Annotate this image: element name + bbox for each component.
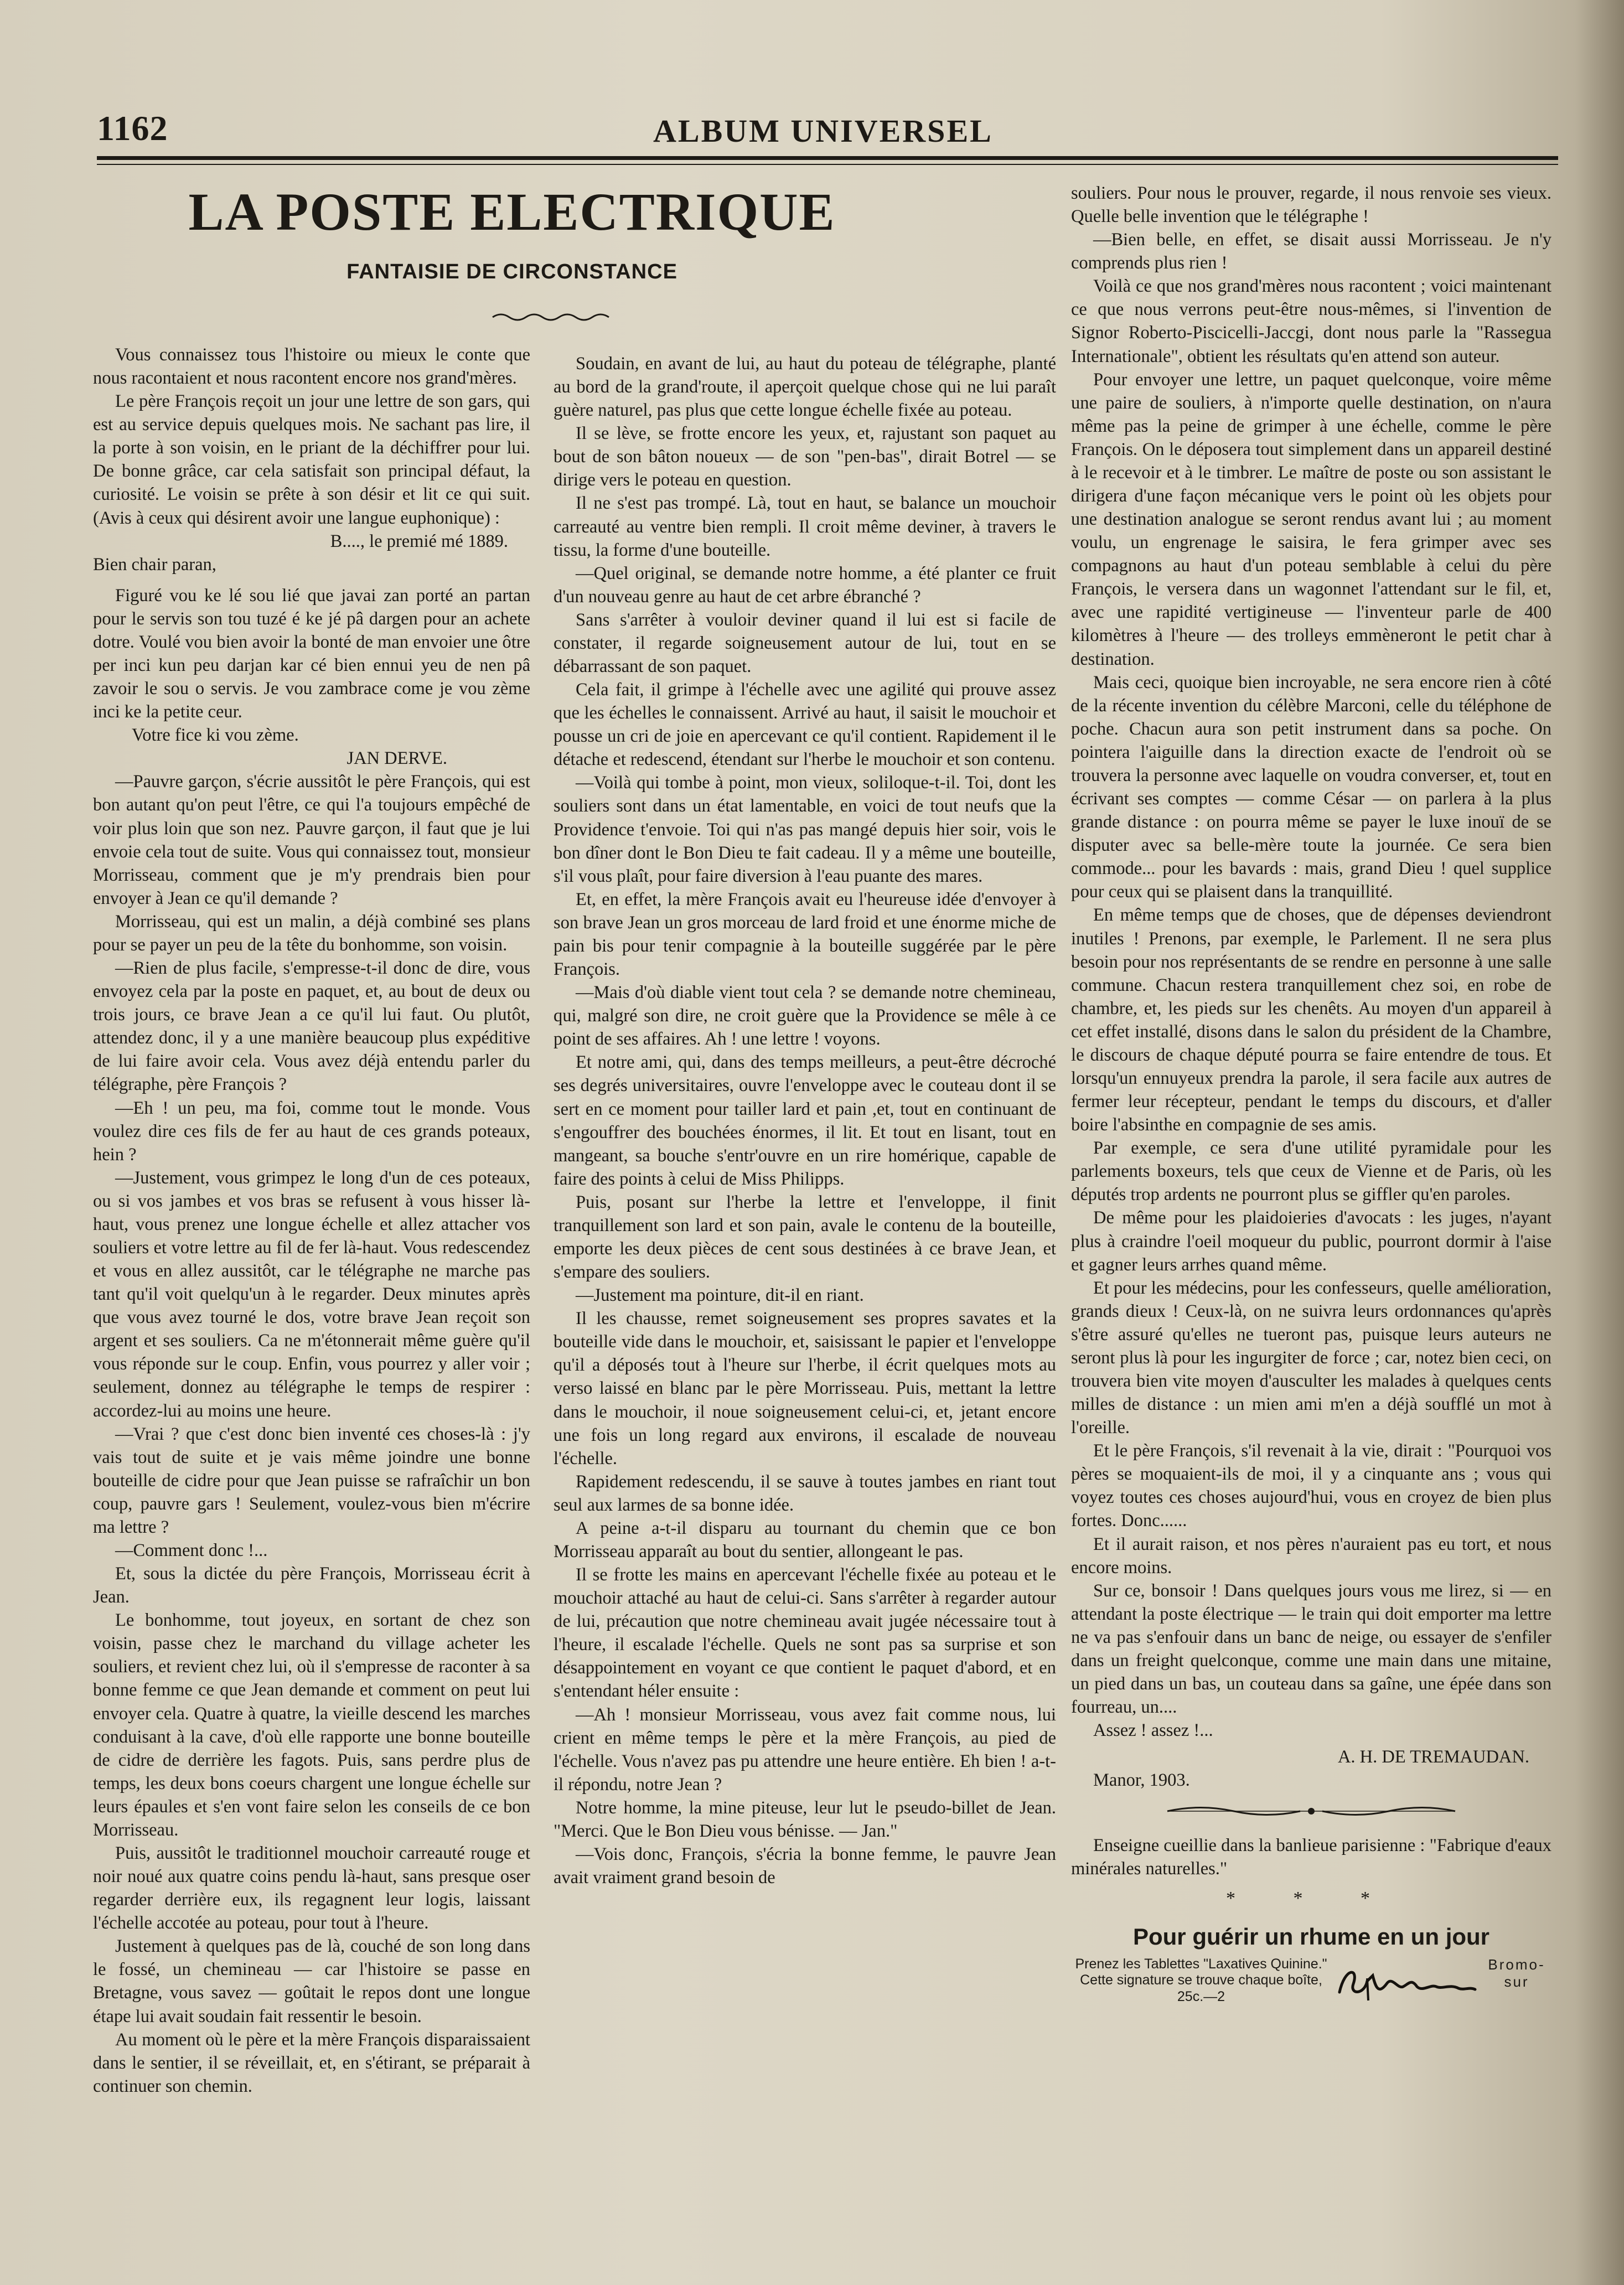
advertisement-title: Pour guérir un rhume en un jour	[1132, 1923, 1490, 1950]
letter-salutation: Bien chair paran,	[93, 554, 216, 575]
paragraph: A peine a-t-il disparu au tournant du chemin que ce bon Morrisseau apparaît au bout du sentier, allongeant le pas.	[554, 1518, 1056, 1562]
ad-word-bottom: sur	[1504, 1973, 1529, 1991]
paragraph: —Pauvre garçon, s'écrie aussitôt le père François, qui est bon autant qu'on peut l'être, ce qui l'a toujours empêché de voir plus loin que son nez. Pauvre garçon, il faut que je lui envoie cela tout de suite. Vous qui connaissez tout, monsieur Morrisseau, comment que je m'y prendrais bien pour envoyer à Jean ce qu'il demande ?	[93, 772, 530, 908]
paragraph: En même temps que de choses, que de dépenses deviendront inutiles ! Prenons, par exemple, le Parlement. Il ne sera plus besoin pour nos représentants de se rendre en personne à une salle commune. Chacun restera tranquillement chez soi, en robe de chambre, et, les pieds sur les chenêts. Au moyen d'un appareil à cet effet installé, disons dans le salon du président de la Chambre, le discours de chaque député pourra se faire entendre de tous. Et lorsqu'un ennuyeux prendra la parole, il sera facile aux autres de fermer leur récepteur, pendant le temps du discours, et d'aller boire l'absinthe en compagnie de ses amis.	[1071, 905, 1551, 1135]
paragraph: —Rien de plus facile, s'empresse-t-il donc de dire, vous envoyez cela par la poste en paquet, et, au bout de deux ou trois jours, ce brave Jean a ce qu'il lui faut. Ou plutôt, attendez donc, il y a une manière beaucoup plus expéditive de lui faire avoir cela. Vous avez déjà entendu parler du télégraphe, père François ?	[93, 958, 530, 1095]
paragraph: —Comment donc !...	[115, 1540, 268, 1560]
paragraph: Et, sous la dictée du père François, Morrisseau écrit à Jean.	[93, 1564, 530, 1607]
letter-closing: Votre fice ki vou zème.	[132, 725, 299, 746]
signboard-note: Enseigne cueillie dans la banlieue parisienne : "Fabrique d'eaux minérales naturelles."	[1071, 1836, 1551, 1879]
paragraph: Pour envoyer une lettre, un paquet quelconque, voire même une paire de souliers, à n'importe quelle destination, on n'aura même pas la peine de grimper à une échelle, comme le père François. On le déposera tout simplement dans un appareil destiné à le recevoir et à le timbrer. Le maître de poste ou son assistant le dirigera d'une façon mécanique vers le point où les objets pour une destination analogue se seront rendus avant lui ; au moment voulu, un engrenage le saisira, le fera grimper avec ses compagnons au haut d'un poteau semblable à celui du père François, le versera dans un wagonnet l'attendant sur le fil, et, avec une rapidité vertigineuse — l'inventeur parle de 400 kilomètres à l'heure — des trolleys emmèneront le petit char à destination.	[1071, 369, 1551, 669]
paragraph: Cela fait, il grimpe à l'échelle avec une agilité qui prouve assez que les échelles le connaissent. Arrivé au haut, il saisit le mouchoir et pousse un cri de joie en apercevant ce qu'il contient. Rapidement il le détache et redescend, étendant sur l'herbe le mouchoir et son contenu.	[554, 680, 1056, 770]
letter-signature: JAN DERVE.	[346, 748, 447, 769]
paragraph: Justement à quelques pas de là, couché de son long dans le fossé, un chemineau — car l'histoire se passe en Bretagne, vous savez — goûtait le repos dont une longue étape lui avait soudain fait ressentir le besoin.	[93, 1936, 530, 2026]
advertisement	[1071, 1956, 1551, 2023]
paragraph: De même pour les plaidoieries d'avocats : les juges, n'ayant plus à craindre l'oeil moqueur du public, pourront dormir à l'aise et gagner leurs arrhes quand même.	[1071, 1208, 1551, 1275]
handwritten-signature	[1334, 1962, 1478, 2006]
paragraph: Puis, posant sur l'herbe la lettre et l'enveloppe, il finit tranquillement son lard et son pain, avale le contenu de la bouteille, emporte les deux pièces de cent sous destinées à ce brave Jean, et s'empare des souliers.	[554, 1192, 1056, 1283]
page-header	[97, 108, 1558, 152]
signature-block	[1071, 1745, 1551, 1792]
paragraph: souliers. Pour nous le prouver, regarde, il nous renvoie ses vieux. Quelle belle invention que le télégraphe !	[1071, 183, 1551, 227]
journal-name: ALBUM UNIVERSEL	[653, 113, 993, 149]
paragraph: Voilà ce que nos grand'mères nous racontent ; voici maintenant ce que nous verrons peut-être nous-mêmes, si l'invention de Signor Roberto-Piscicelli-Jaccgi, dont nous parle la "Rassegua Internationale", obtient les résultats qu'en attend son auteur.	[1071, 276, 1551, 366]
article-column-2	[554, 352, 1056, 1889]
advertisement-body: Prenez les Tablettes "Laxatives Quinine." Cette signature se trouve chaque boîte, 25c.—2	[1075, 1956, 1327, 2004]
paragraph: —Ah ! monsieur Morrisseau, vous avez fait comme nous, lui crient en même temps le père et la mère François, au pied de l'échelle. Vous n'avez pas pu attendre une heure entière. Eh bien ! a-t-il répondu, notre Jean ?	[554, 1704, 1056, 1795]
paragraph: —Vois donc, François, s'écria la bonne femme, le pauvre Jean avait vraiment grand besoin de	[554, 1844, 1056, 1888]
paragraph: Et le père François, s'il revenait à la vie, dirait : "Pourquoi vos pères se moquaient-ils de moi, il y a cinquante ans ; vous qui voyez toutes ces choses aujourd'hui, vous en croyez de bien plus fortes. Donc......	[1071, 1441, 1551, 1531]
article-column-3	[1071, 182, 1551, 2023]
paragraph: Au moment où le père et la mère François disparaissaient dans le sentier, il se réveillait, et, en s'étirant, se préparait à continuer son chemin.	[93, 2029, 530, 2096]
paragraph: Il se lève, se frotte encore les yeux, et, rajustant son paquet au bout de son bâton noueux — de son "pen-bas", dirait Botrel — se dirige vers le poteau en question.	[554, 423, 1056, 490]
paragraph: Et pour les médecins, pour les confesseurs, quelle amélioration, grands dieux ! Ceux-là, on ne suivra leurs ordonnances qu'après s'être assuré qu'elles ne tueront pas, puisque leurs auteurs ne seront plus là pour les ingurgiter de force ; car, notez bien ceci, on trouvera bien vite moyen d'ausculter les malades à quelques cents milles de distance : un mien ami m'en a déjà soufflé un mot à l'oreille.	[1071, 1278, 1551, 1438]
article-title: LA POSTE ELECTRIQUE	[188, 182, 836, 241]
paragraph: —Eh ! un peu, ma foi, comme tout le monde. Vous voulez dire ces fils de fer au haut de ces grands poteaux, hein ?	[93, 1098, 530, 1165]
paragraph: Et notre ami, qui, dans des temps meilleurs, a peut-être décroché ses degrés universitaires, ouvre l'enveloppe avec le couteau dont il se sert en ce moment pour tailler lard et pain ,et, tout en continuant de s'engouffrer des bouchées énormes, il lit. Et tout en lisant, tout en mangeant, sa bouche s'entr'ouvre en un rire homérique, capable de faire des points à celui de Miss Philipps.	[554, 1052, 1056, 1189]
paragraph: Morrisseau, qui est un malin, a déjà combiné ses plans pour se payer un peu de la tête du bonhomme, son voisin.	[93, 911, 530, 955]
paragraph: —Justement, vous grimpez le long d'un de ces poteaux, ou si vos jambes et vos bras se refusent à vous hisser là-haut, vous prenez une longue échelle et allez attacher vos souliers et votre lettre au fil de fer là-haut. Vous redescendez et vous en allez aussitôt, car le télégraphe ne marche pas tant qu'il voit quelqu'un à le regarder. Deux minutes après que vous avez tourné le dos, votre brave Jean reçoit son argent et ses souliers. Ca ne m'étonnerait même guère qu'il vous réponde sur le coup. Enfin, vous pourrez y aller voir ; seulement, donnez au télégraphe le temps de respirer : accordez-lui au moins une heure.	[93, 1167, 530, 1421]
paragraph: —Bien belle, en effet, se disait aussi Morrisseau. Je n'y comprends plus rien !	[1071, 230, 1551, 273]
paragraph: Il ne s'est pas trompé. Là, tout en haut, se balance un mouchoir carreauté au ventre bien rempli. Il croit même deviner, à travers le tissu, la forme d'une bouteille.	[554, 493, 1056, 560]
paragraph: —Justement ma pointure, dit-il en riant.	[576, 1285, 864, 1306]
paragraph: Sans s'arrêter à vouloir deviner quand il lui est si facile de constater, il regarde soigneusement autour de lui, tout en se débarrassant de son paquet.	[554, 609, 1056, 677]
paragraph: —Voilà qui tombe à point, mon vieux, soliloque-t-il. Toi, dont les souliers sont dans un état lamentable, en voici de tout neufs que la Providence t'envoie. Toi qui n'as pas mangé depuis hier soir, vois le bon dîner dont le Bon Dieu te fait cadeau. Il y a même une bouteille, s'il vous plaît, pour faire diversion à l'eau puante des mares.	[554, 773, 1056, 886]
section-stars: * * *	[1226, 1888, 1397, 1909]
title-ornament	[490, 307, 617, 324]
paragraph: Vous connaissez tous l'histoire ou mieux le conte que nous racontaient et nous racontent encore nos grand'mères.	[93, 345, 530, 389]
paragraph: Sur ce, bonsoir ! Dans quelques jours vous me lirez, si — en attendant la poste électrique — le train qui doit emporter ma lettre ne va pas s'enfouir dans un banc de neige, ou essayer de s'enfiler dans un freight quelconque, comme une main dans une mitaine, un pied dans un bas, un couteau dans sa gaîne, une épée dans son fourreau, un....	[1071, 1580, 1551, 1718]
paragraph: Le père François reçoit un jour une lettre de son gars, qui est au service depuis quelques mois. Ne sachant pas lire, il la porte à son voisin, en le priant de la déchiffrer pour lui. De bonne grâce, car cela satisfait son principal défaut, la curiosité. Le voisin se prête à son désir et lit ce qui suit. (Avis à ceux qui désirent avoir une langue euphonique) :	[93, 391, 530, 528]
paragraph: Il se frotte les mains en apercevant l'échelle fixée au poteau et le mouchoir attaché au haut de celui-ci. Sans s'arrêter à regarder autour de lui, précaution que notre chemineau avait jugée nécessaire tout à l'heure, il escalade l'échelle. Quels ne sont pas sa surprise et son désappointement en voyant ce que contient le paquet d'abord, et en s'entendant héler ensuite :	[554, 1565, 1056, 1702]
paragraph: —Mais d'où diable vient tout cela ? se demande notre chemineau, qui, malgré son dire, ne croit guère que la Providence se mêle à ce point de ses affaires. Ah ! une lettre ! voyons.	[554, 983, 1056, 1050]
paragraph: —Vrai ? que c'est donc bien inventé ces choses-là : j'y vais tout de suite et je vais même joindre une bonne bouteille de cidre pour que Jean puisse se rafraîchir un bon coup, pauvre gars ! Seulement, voulez-vous bien m'écrire ma lettre ?	[93, 1424, 530, 1537]
paragraph: Puis, aussitôt le traditionnel mouchoir carreauté rouge et noir noué aux quatre coins pendu là-haut, sans presque oser regarder derrière eux, ils regagnent leur logis, laissant l'échelle accotée au poteau, pour tout à l'heure.	[93, 1843, 530, 1934]
letter-body: Figuré vou ke lé sou lié que javai zan porté an partan pour le servis son tou tuzé é ke jé pâ dargen pour an achete dotre. Voulé vou bien avoir la bonté de man envoier une ôtre per inci kun peu darjan kar cé bien ennui yeu de nen pâ zavoir le sou o servis. Je vou zambrace come je vou zème inci ke la petite ceur.	[93, 585, 530, 722]
end-ornament	[1156, 1802, 1466, 1821]
paragraph: Et, en effet, la mère François avait eu l'heureuse idée d'envoyer à son brave Jean un gros morceau de lard froid et une énorme miche de pain bis pour tenir compagnie à la bouteille suggérée par le père François.	[554, 889, 1056, 980]
paragraph: Par exemple, ce sera d'une utilité pyramidale pour les parlements boxeurs, tels que ceux de Vienne et de Paris, où les députés trop ardents ne pourront plus se giffler qu'en paroles.	[1071, 1138, 1551, 1205]
page-number: 1162	[97, 108, 168, 148]
header-rule-thin	[97, 164, 1558, 165]
paragraph: —Quel original, se demande notre homme, a été planter ce fruit d'un nouveau genre au haut de cet arbre ébranché ?	[554, 563, 1056, 607]
letter-dateline: B...., le premié mé 1889.	[330, 531, 508, 551]
paragraph: Soudain, en avant de lui, au haut du poteau de télégraphe, planté au bord de la grand'route, il aperçoit quelque chose qui ne lui paraît guère naturel, pas plus que cette longue échelle fixée au poteau.	[554, 354, 1056, 421]
paragraph: Notre homme, la mine piteuse, leur lut le pseudo-billet de Jean. "Merci. Que le Bon Dieu vous bénisse. — Jan."	[554, 1797, 1056, 1841]
paragraph: Mais ceci, quoique bien incroyable, ne sera encore rien à côté de la récente invention du célèbre Marconi, celle du téléphone de poche. Chacun aura son petit instrument dans sa poche. On pointera l'aiguille dans la direction exacte de l'endroit où se trouvera la personne avec laquelle on voudra converser, et, tout en écrivant ses comptes — comme César — on parlera à la plus grande distance : on pourra même se payer le luxe inouï de se disputer avec sa belle-mère toute la journée. Ce sera bien commode... pour les bavards : mais, grand Dieu ! quel supplice pour ceux qui se plaisent dans la tranquillité.	[1071, 672, 1551, 902]
author-signature: A. H. DE TREMAUDAN.	[1337, 1747, 1529, 1767]
article-subtitle: FANTAISIE DE CIRCONSTANCE	[346, 260, 677, 283]
paragraph: Le bonhomme, tout joyeux, en sortant de chez son voisin, passe chez le marchand du village acheter les souliers, et revient chez lui, où il s'empresse de raconter à sa bonne femme ce que Jean demande et comment on peut lui envoyer cela. Quatre à quatre, la vieille descend les marches conduisant à la cave, d'où elle rapporte une bonne bouteille de cidre de derrière les fagots. Puis, sans perdre plus de temps, les deux bons coeurs chargent une longue échelle sur leurs épaules et s'en vont faire selon les conseils de ce bon Morrisseau.	[93, 1610, 530, 1840]
paragraph: Et il aurait raison, et nos pères n'auraient pas eu tort, et nous encore moins.	[1071, 1534, 1551, 1578]
paragraph: Assez ! assez !...	[1093, 1720, 1213, 1741]
paragraph: Rapidement redescendu, il se sauve à toutes jambes en riant tout seul aux larmes de sa bonne idée.	[554, 1471, 1056, 1515]
header-rule-thick	[97, 156, 1558, 160]
article-column-1	[93, 343, 530, 2098]
ad-word-top: Bromo-	[1488, 1956, 1545, 1973]
place-date: Manor, 1903.	[1093, 1770, 1190, 1791]
advertisement-continuation	[1483, 1956, 1550, 1991]
paragraph: Il les chausse, remet soigneusement ses propres savates et la bouteille vide dans le mouchoir, et, saisissant le papier et l'enveloppe qu'il a déposés tout à l'heure sur l'herbe, il écrit quelques mots au verso laissé en blanc par le père Morrisseau. Puis, mettant la lettre dans le mouchoir, il noue soigneusement celui-ci, et, jetant encore une fois un long regard aux environs, il escalade de nouveau l'échelle.	[554, 1309, 1056, 1469]
